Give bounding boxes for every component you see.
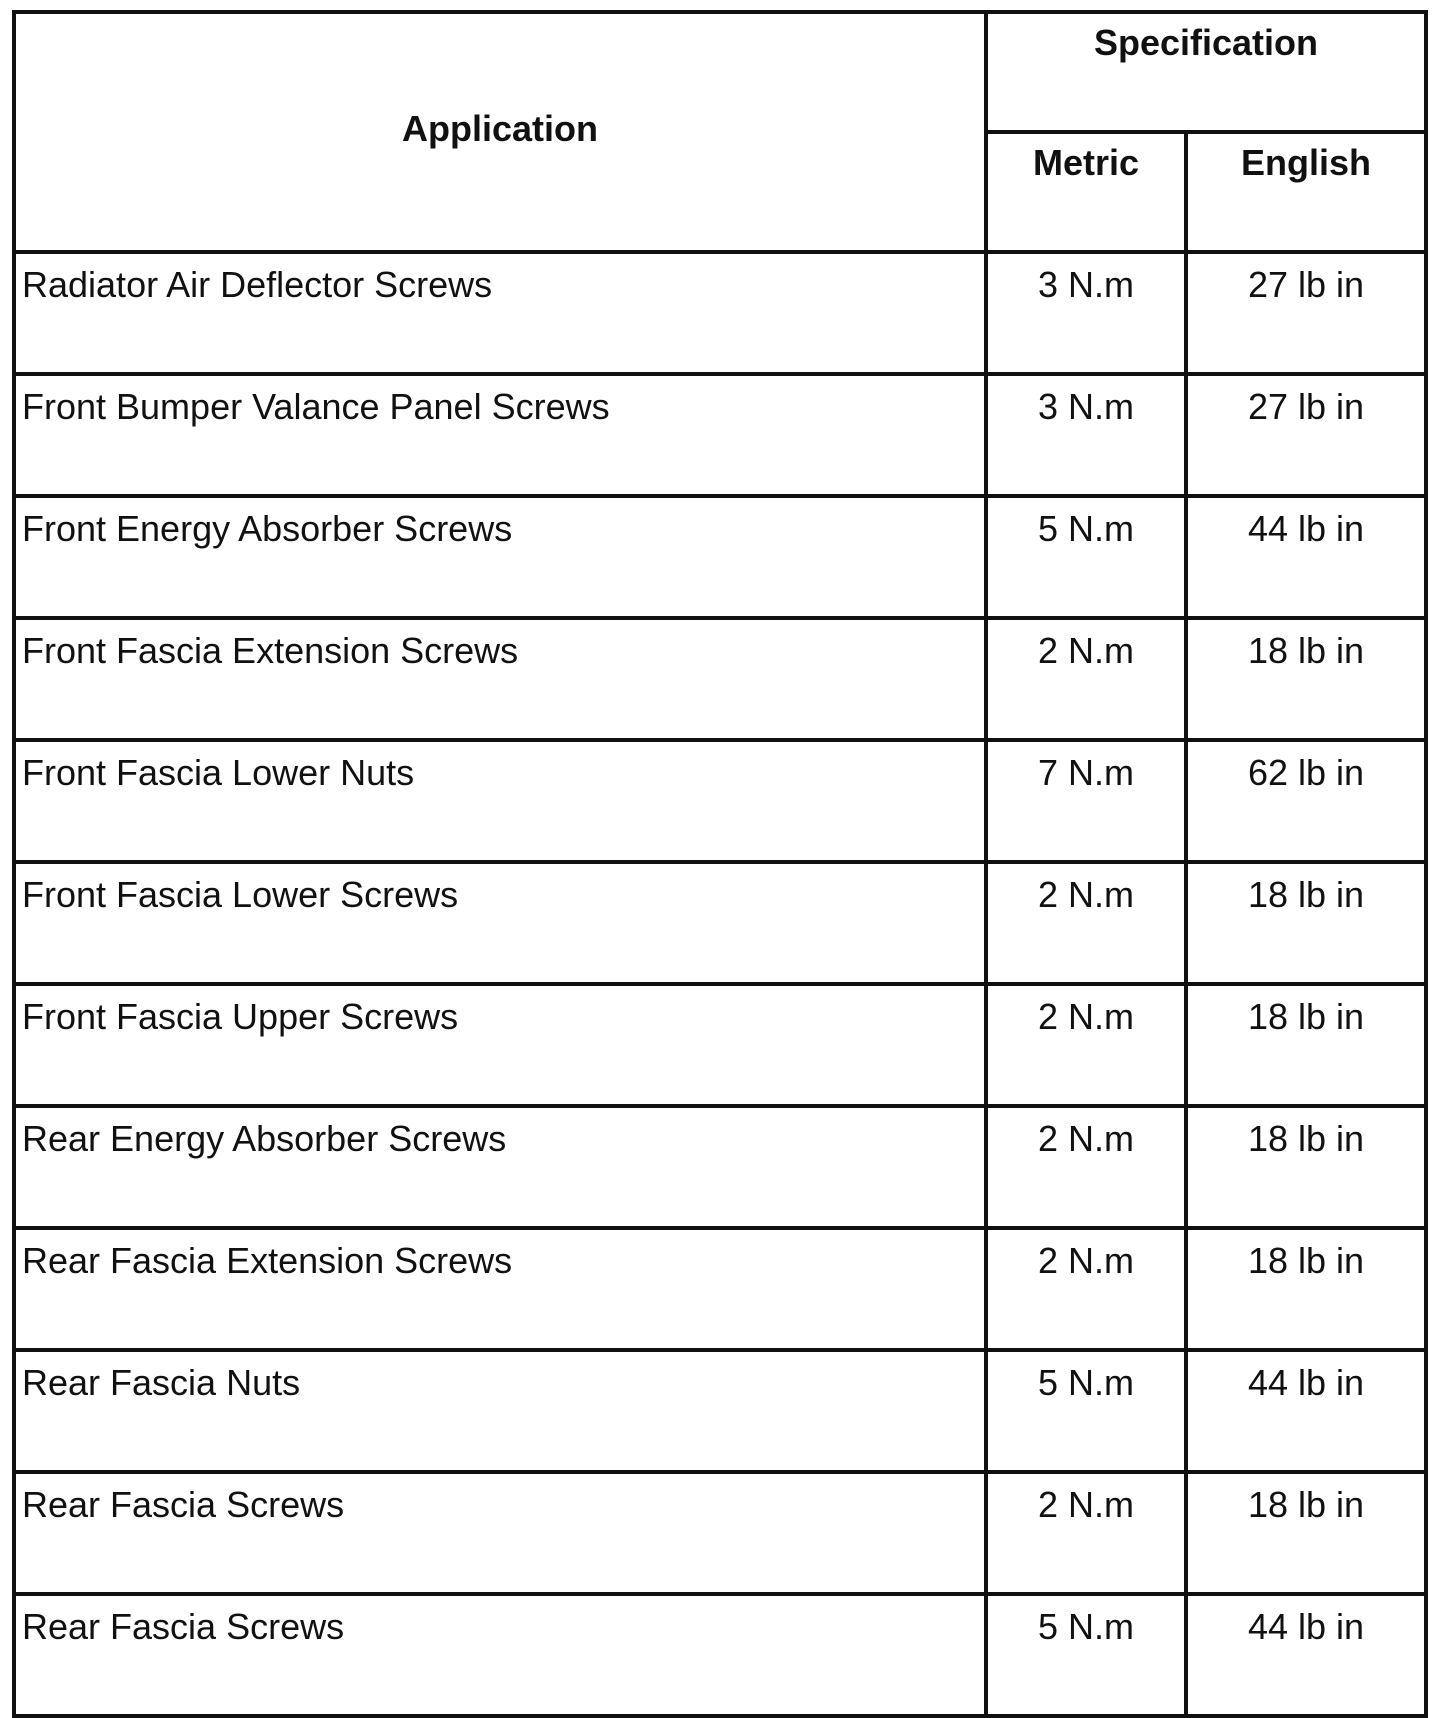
english-cell: 18 lb in [1186,984,1426,1106]
metric-cell: 5 N.m [986,1594,1186,1716]
english-cell: 18 lb in [1186,1106,1426,1228]
torque-specification-table [12,10,1428,1718]
metric-cell: 2 N.m [986,618,1186,740]
table-row [14,618,1426,740]
english-cell: 18 lb in [1186,1472,1426,1594]
english-cell: 44 lb in [1186,496,1426,618]
english-cell: 18 lb in [1186,862,1426,984]
metric-cell: 2 N.m [986,1228,1186,1350]
metric-cell: 2 N.m [986,1106,1186,1228]
application-cell: Front Fascia Upper Screws [14,984,986,1106]
table-header [14,12,1426,252]
table-row [14,984,1426,1106]
specification-header: Specification [986,12,1426,132]
application-cell: Rear Fascia Extension Screws [14,1228,986,1350]
metric-cell: 2 N.m [986,984,1186,1106]
english-header: English [1186,132,1426,252]
application-cell: Rear Fascia Nuts [14,1350,986,1472]
table-row [14,1350,1426,1472]
application-cell: Front Bumper Valance Panel Screws [14,374,986,496]
header-row-top [14,12,1426,132]
metric-cell: 3 N.m [986,252,1186,374]
metric-cell: 2 N.m [986,862,1186,984]
metric-cell: 7 N.m [986,740,1186,862]
application-cell: Rear Energy Absorber Screws [14,1106,986,1228]
english-cell: 44 lb in [1186,1594,1426,1716]
metric-header: Metric [986,132,1186,252]
application-cell: Front Fascia Lower Screws [14,862,986,984]
application-cell: Rear Fascia Screws [14,1472,986,1594]
table-row [14,1228,1426,1350]
metric-cell: 5 N.m [986,496,1186,618]
table-row [14,862,1426,984]
table-row [14,1594,1426,1716]
table-row [14,1106,1426,1228]
application-cell: Radiator Air Deflector Screws [14,252,986,374]
english-cell: 62 lb in [1186,740,1426,862]
application-header: Application [14,12,986,252]
table-row [14,252,1426,374]
table-row [14,496,1426,618]
application-cell: Front Fascia Lower Nuts [14,740,986,862]
application-cell: Front Fascia Extension Screws [14,618,986,740]
table-row [14,740,1426,862]
application-cell: Front Energy Absorber Screws [14,496,986,618]
metric-cell: 3 N.m [986,374,1186,496]
table-body [14,252,1426,1716]
english-cell: 27 lb in [1186,252,1426,374]
metric-cell: 5 N.m [986,1350,1186,1472]
application-cell: Rear Fascia Screws [14,1594,986,1716]
table-row [14,374,1426,496]
table-row [14,1472,1426,1594]
english-cell: 27 lb in [1186,374,1426,496]
english-cell: 18 lb in [1186,1228,1426,1350]
metric-cell: 2 N.m [986,1472,1186,1594]
english-cell: 18 lb in [1186,618,1426,740]
english-cell: 44 lb in [1186,1350,1426,1472]
